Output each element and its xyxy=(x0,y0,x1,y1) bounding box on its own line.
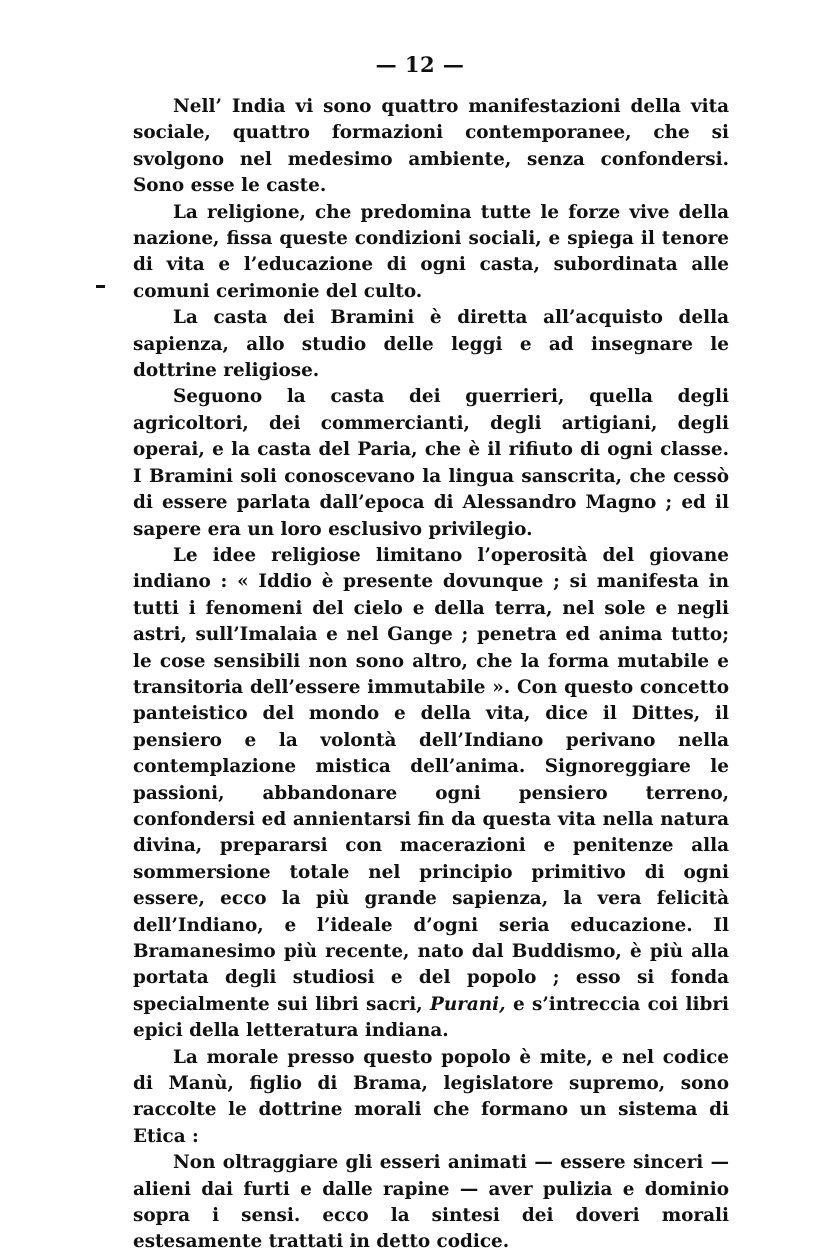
paragraph-text: e s’intreccia coi libri epici della letteratura indiana. xyxy=(133,993,730,1042)
paragraph-text: Le idee religiose limitano l’operosità del giovane indiano : « Iddio è presente dovunque ; si manifesta in tutti i fenomeni del cielo e della terra, nel sole e negli astri, sull’Imalaia e nel Gange ; penetra ed anima tutto; le cose sensibili non sono altro, che la forma mutabile e transitoria dell’essere immutabile ». Con questo concetto panteistico del mondo e della vita, dice il Dittes, il pensiero e la volontà dell’Indiano perivano nella contemplazione mistica dell’anima. Signoreggiare le passioni, abbandonare ogni pensiero terreno, confondersi ed annientarsi fin da questa vita nella natura divina, prepararsi con macerazioni e penitenze alla sommersione totale nel principio primitivo di ogni essere, ecco la più grande sapienza, la vera felicità dell’Indiano, e l’ideale d’ogni seria educazione. Il Bramanesimo più recente, nato dal Buddismo, è più alla portata degli studiosi e del popolo ; esso si fonda specialmente sui libri sacri, xyxy=(133,544,729,1015)
paragraph: La religione, che predomina tutte le forze vive della nazione, fissa queste condizioni sociali, e spiega il tenore di vita e l’educazione di ogni casta, subordinata alle comuni cerimonie del culto. xyxy=(133,201,729,302)
body-text xyxy=(133,94,729,1256)
paragraph: La casta dei Bramini è diretta all’acquisto della sapienza, allo studio delle leggi e ad insegnare le dottrine religiose. xyxy=(133,307,729,382)
paragraph: Nell’ India vi sono quattro manifestazioni della vita sociale, quattro formazioni contemporanee, che si svolgono nel medesimo ambiente, senza confondersi. Sono esse le caste. xyxy=(133,96,729,197)
italic-title: Purani, xyxy=(429,993,506,1015)
paragraph: Seguono la casta dei guerrieri, quella degli agricoltori, dei commercianti, degli artigiani, degli operai, e la casta del Paria, che è il rifiuto di ogni classe. I Bramini soli conoscevano la lingua sanscrita, che cessò di essere parlata dall’epoca di Alessandro Magno ; ed il sapere era un loro esclusivo privilegio. xyxy=(133,386,729,540)
page-number: — 12 — xyxy=(375,52,465,77)
paragraph xyxy=(133,543,729,1045)
paragraph: La morale presso questo popolo è mite, e nel codice di Manù, figlio di Brama, legislatore supremo, sono raccolte le dottrine morali che formano un sistema di Etica : xyxy=(133,1046,729,1147)
paragraph: Non oltraggiare gli esseri animati — essere sinceri — alieni dai furti e dalle rapine — aver pulizia e dominio sopra i sensi. ecco la sintesi dei doveri morali estesamente trattati in detto codice. xyxy=(133,1152,729,1253)
margin-mark xyxy=(96,285,105,288)
